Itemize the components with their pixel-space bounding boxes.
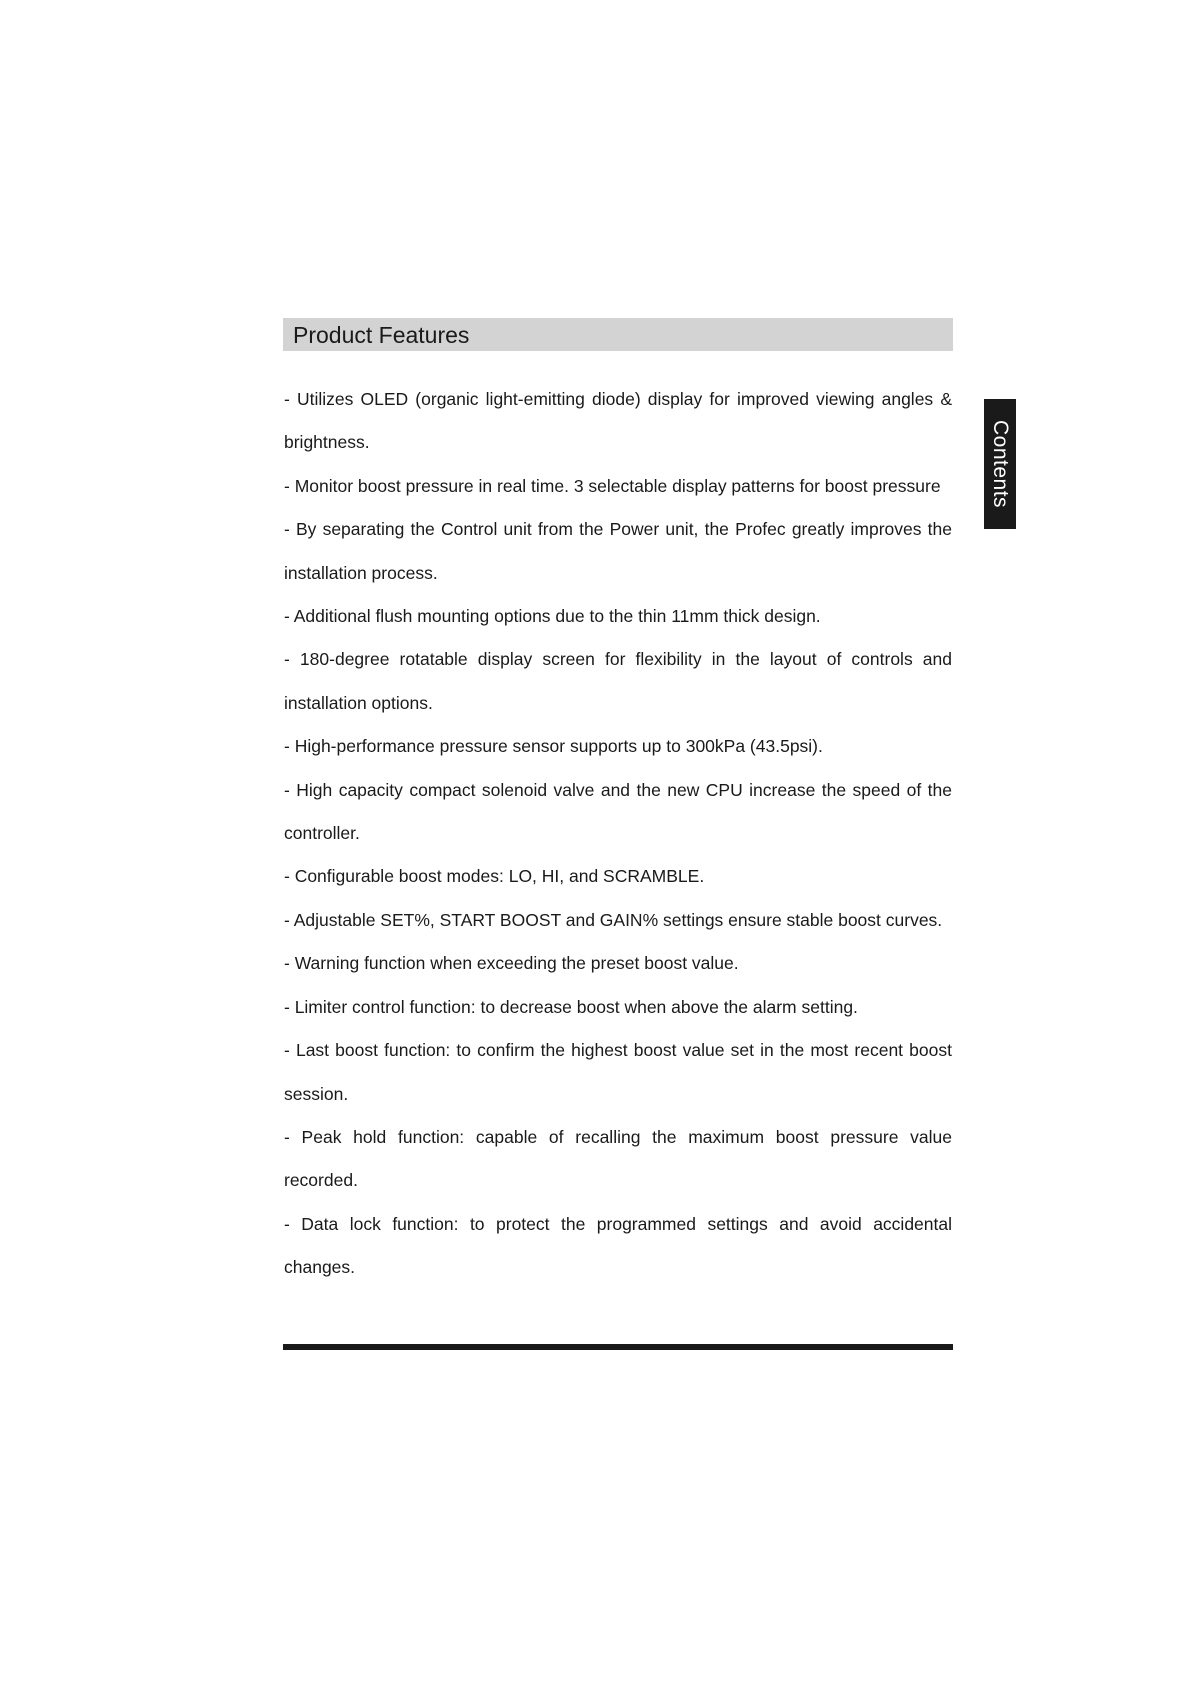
feature-item: - Data lock function: to protect the programmed settings and avoid accidental changes. xyxy=(284,1213,952,1278)
feature-item: - Configurable boost modes: LO, HI, and SCRAMBLE. xyxy=(284,866,705,887)
section-title: Product Features xyxy=(293,322,470,348)
feature-item: - Monitor boost pressure in real time. 3 selectable display patterns for boost pressure xyxy=(284,475,941,496)
contents-tab-label: Contents xyxy=(989,419,1012,509)
bottom-divider xyxy=(283,1344,953,1350)
feature-item: - Adjustable SET%, START BOOST and GAIN% settings ensure stable boost curves. xyxy=(284,909,943,930)
feature-item: - By separating the Control unit from the Power unit, the Profec greatly improves the installation process. xyxy=(284,519,952,583)
feature-item: - High-performance pressure sensor supports up to 300kPa (43.5psi). xyxy=(284,736,823,757)
feature-item: - Last boost function: to confirm the highest boost value set in the most recent boost session. xyxy=(284,1040,952,1104)
feature-item: - Additional flush mounting options due to the thin 11mm thick design. xyxy=(284,606,821,627)
feature-item: - Warning function when exceeding the preset boost value. xyxy=(284,953,739,974)
feature-item: - Utilizes OLED (organic light-emitting diode) display for improved viewing angles & brightness. xyxy=(284,389,952,453)
feature-item: - 180-degree rotatable display screen for flexibility in the layout of controls and installation options. xyxy=(284,649,952,713)
section-header xyxy=(283,318,953,351)
contents-tab[interactable] xyxy=(984,399,1016,529)
feature-list xyxy=(284,378,952,1290)
feature-item: - Limiter control function: to decrease boost when above the alarm setting. xyxy=(284,996,858,1017)
feature-item: - High capacity compact solenoid valve and the new CPU increase the speed of the controller. xyxy=(284,779,952,844)
feature-item: - Peak hold function: capable of recalling the maximum boost pressure value recorded. xyxy=(284,1126,952,1191)
